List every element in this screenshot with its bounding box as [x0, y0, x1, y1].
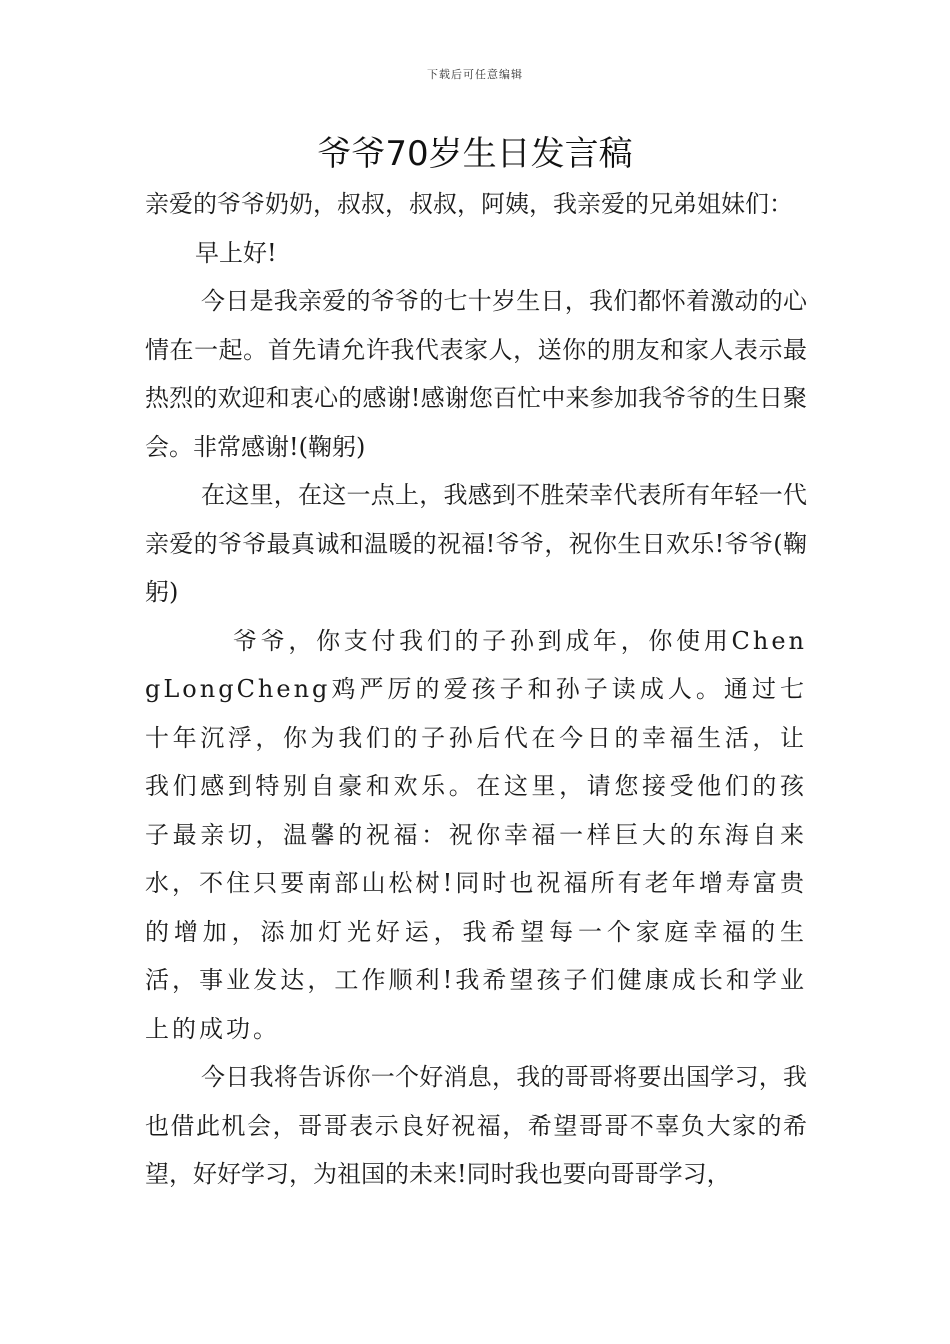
document-body [145, 180, 807, 1199]
body-paragraph: 爷爷，你支付我们的子孙到成年，你使用ChengLongCheng鸡严厉的爱孩子和孙子读成人。通过七十年沉浮，你为我们的子孙后代在今日的幸福生活，让我们感到特别自豪和欢乐。在这里，请您接受他们的孩子最亲切，温馨的祝福：祝你幸福一样巨大的东海自来水，不住只要南部山松树!同时也祝福所有老年增寿富贵的增加，添加灯光好运，我希望每一个家庭幸福的生活，事业发达，工作顺利!我希望孩子们健康成长和学业上的成功。 [145, 626, 807, 1043]
body-paragraph: 今日我将告诉你一个好消息，我的哥哥将要出国学习，我也借此机会，哥哥表示良好祝福，希望哥哥不辜负大家的希望，好好学习，为祖国的未来!同时我也要向哥哥学习， [145, 1063, 807, 1188]
body-paragraph: 今日是我亲爱的爷爷的七十岁生日，我们都怀着激动的心情在一起。首先请允许我代表家人，送你的朋友和家人表示最热烈的欢迎和衷心的感谢!感谢您百忙中来参加我爷爷的生日聚会。非常感谢!(鞠躬) [145, 287, 807, 461]
salutation-paragraph: 亲爱的爷爷奶奶，叔叔，叔叔，阿姨，我亲爱的兄弟姐妹们： [145, 190, 793, 218]
header-note: 下载后可任意编辑 [427, 68, 523, 81]
body-paragraph: 在这里，在这一点上，我感到不胜荣幸代表所有年轻一代亲爱的爷爷最真诚和温暖的祝福!爷爷，祝你生日欢乐!爷爷(鞠躬) [145, 481, 807, 606]
document-title: 爷爷70岁生日发言稿 [317, 134, 633, 174]
greeting-paragraph: 早上好! [195, 238, 277, 267]
